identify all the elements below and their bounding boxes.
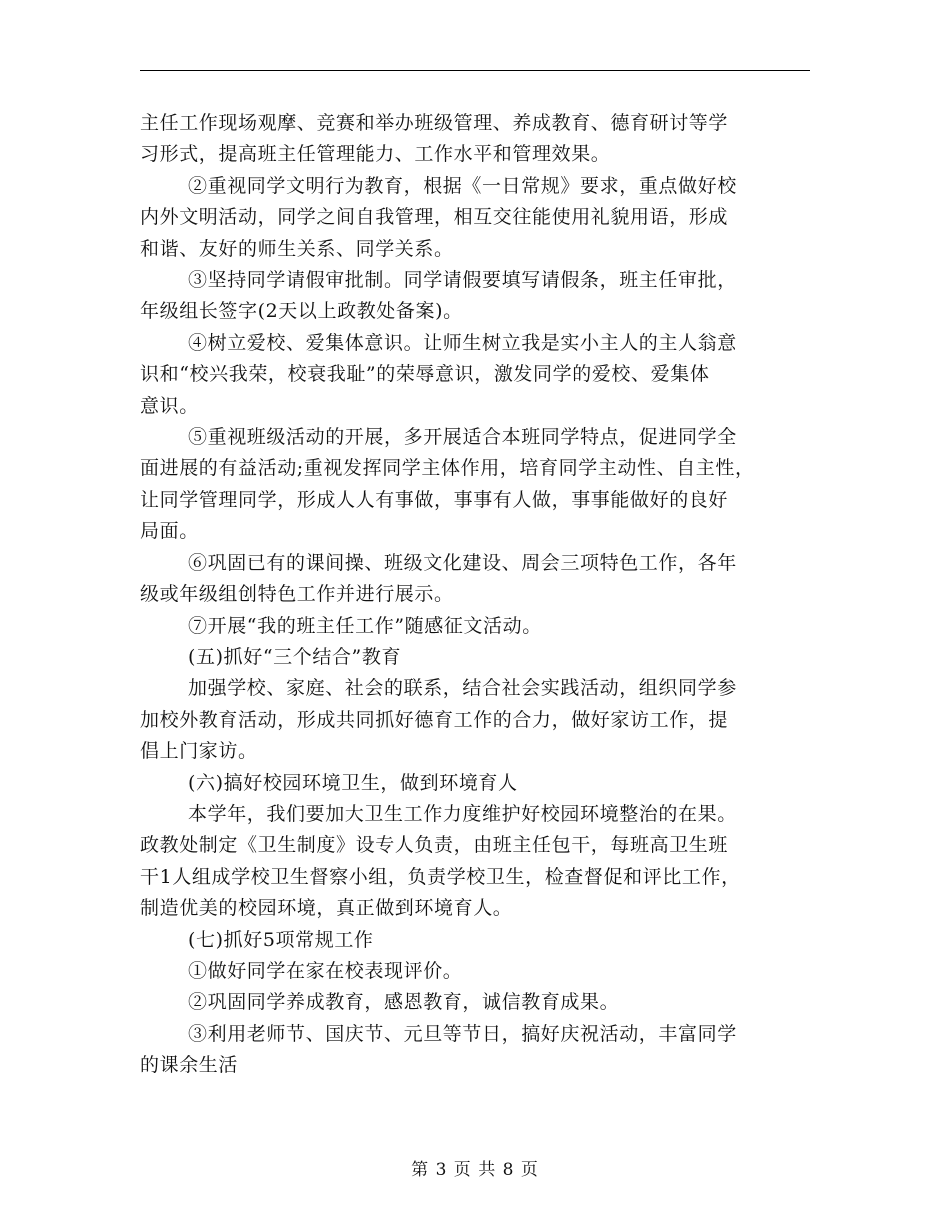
text-line: 倡上门家访。 — [140, 740, 258, 763]
text-line: 加校外教育活动，形成共同抓好德育工作的合力，做好家访工作，提 — [140, 708, 729, 731]
text-line: (七)抓好5项常规工作 — [188, 928, 374, 951]
header-rule — [140, 70, 810, 71]
text-line: 的课余生活 — [140, 1054, 239, 1077]
text-line: ⑥巩固已有的课间操、班级文化建设、周会三项特色工作，各年 — [188, 551, 737, 574]
paragraph — [140, 611, 812, 642]
text-line: 面进展的有益活动;重视发挥同学主体作用，培育同学主动性、自主性， — [140, 457, 755, 480]
text-line: ⑦开展“我的班主任工作”随感征文活动。 — [188, 614, 542, 637]
text-line: 干1人组成学校卫生督察小组，负责学校卫生，检查督促和评比工作， — [140, 865, 741, 888]
paragraph — [140, 328, 812, 422]
paragraph — [140, 422, 812, 548]
text-line: ①做好同学在家在校表现评价。 — [188, 959, 463, 982]
text-line: 年级组长签字(2天以上政教处备案)。 — [140, 300, 463, 323]
paragraph — [140, 768, 812, 799]
text-line: 让同学管理同学，形成人人有事做，事事有人做，事事能做好的良好 — [140, 488, 729, 511]
paragraph — [140, 1019, 812, 1082]
paragraph — [140, 987, 812, 1018]
text-line: ②巩固同学养成教育，感恩教育，诚信教育成果。 — [188, 991, 620, 1014]
text-line: ④树立爱校、爱集体意识。让师生树立我是实小主人的主人翁意 — [188, 331, 737, 354]
text-line: 政教处制定《卫生制度》设专人负责，由班主任包干，每班高卫生班 — [140, 834, 729, 857]
paragraph — [140, 925, 812, 956]
text-line: 本学年，我们要加大卫生工作力度维护好校园环境整治的在果。 — [188, 802, 737, 825]
paragraph — [140, 799, 812, 925]
paragraph — [140, 108, 812, 171]
text-line: 意识。 — [140, 394, 199, 417]
text-line: 加强学校、家庭、社会的联系，结合社会实践活动，组织同学参 — [188, 677, 737, 700]
paragraph — [140, 548, 812, 611]
text-line: (五)抓好“三个结合”教育 — [188, 645, 402, 668]
text-line: ⑤重视班级活动的开展，多开展适合本班同学特点，促进同学全 — [188, 426, 737, 449]
paragraph — [140, 956, 812, 987]
text-line: 内外文明活动，同学之间自我管理，相互交往能使用礼貌用语，形成 — [140, 206, 729, 229]
text-line: 习形式，提高班主任管理能力、工作水平和管理效果。 — [140, 143, 611, 166]
text-line: 和谐、友好的师生关系、同学关系。 — [140, 237, 454, 260]
document-body — [140, 108, 812, 1082]
paragraph — [140, 673, 812, 767]
text-line: ③利用老师节、国庆节、元旦等节日，搞好庆祝活动，丰富同学 — [188, 1022, 737, 1045]
page-footer: 第 3 页 共 8 页 — [411, 1160, 539, 1180]
text-line: 制造优美的校园环境，真正做到环境育人。 — [140, 897, 513, 920]
text-line: 局面。 — [140, 520, 199, 543]
text-line: 主任工作现场观摩、竞赛和举办班级管理、养成教育、德育研讨等学 — [140, 112, 729, 134]
text-line: 识和“校兴我荣，校衰我耻”的荣辱意识，激发同学的爱校、爱集体 — [140, 363, 710, 386]
text-line: ③坚持同学请假审批制。同学请假要填写请假条，班主任审批， — [188, 269, 737, 292]
text-line: ②重视同学文明行为教育，根据《一日常规》要求，重点做好校 — [188, 174, 737, 197]
paragraph — [140, 642, 812, 673]
text-line: (六)搞好校园环境卫生，做到环境育人 — [188, 771, 518, 794]
paragraph — [140, 265, 812, 328]
text-line: 级或年级组创特色工作并进行展示。 — [140, 583, 454, 606]
paragraph — [140, 171, 812, 265]
